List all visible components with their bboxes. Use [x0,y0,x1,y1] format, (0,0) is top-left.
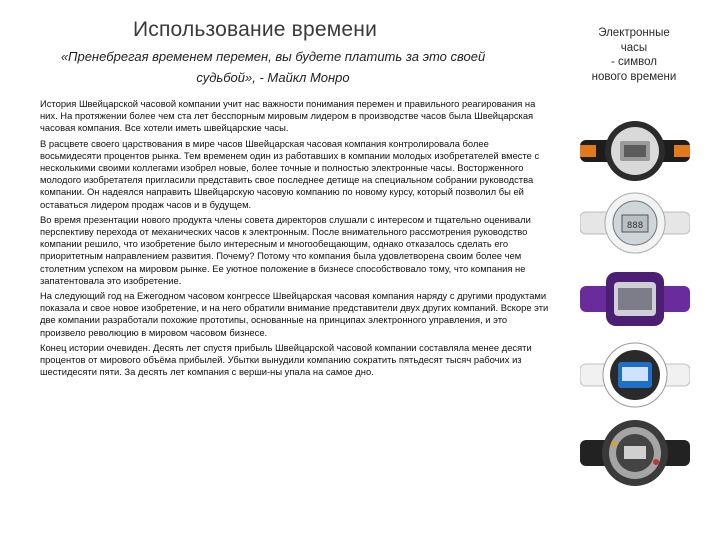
watch-image-3 [580,260,690,338]
side-caption [574,26,694,84]
watch-image-4 [580,336,690,414]
caption-line-2: часы [620,41,648,54]
watch-image-1 [580,112,690,190]
paragraph-4: На следующий год на Ежегодном часовом конгрессе Швейцарская часовая компания наряду с другими продуктами показала и свое новое изобретение, и на него обратили внимание представители двух других компаний. Вскоре эти две компании разработали похожие прототипы, основанные на принципах электронного управления, и это произвело революцию в мировом часовом бизнесе. [40,290,549,338]
epigraph [58,46,488,88]
quote-text: «Пренебрегая временем перемен, вы будете платить за это своей судьбой», [60,49,486,85]
paragraph-3: Во время презентации нового продукта члены совета директоров слушали с интересом и тщательно оценивали перспективу перехода от механических часов к электронным. После внимательного рассмотрения руководство компании решило, что изобретение было интересным и многообещающим, однако отказалось сделать его приоритетным направлением развития. Почему? Потому что компания была удовлетворена своим более чем столетним успехом на мировом рынке. Ее уютное положение в бизнесе способствовало тому, что компания не запатентовала это изобретение. [40,213,531,286]
caption-line-1: Электронные [598,27,670,39]
story-text [40,98,550,381]
caption-line-4: нового времени [591,70,677,83]
watch-images [580,112,690,492]
caption-line-3: - символ [611,56,657,68]
paragraph-1: История Швейцарской часовой компании учит нас важности понимания перемен и правильного реагирования на них. На протяжении более чем ста лет бесспорным мировым лидером в производстве часов была Швейцарская часовая компания. Все хотели иметь швейцарские часы. [40,98,536,134]
watch-image-5 [580,414,690,492]
watch-image-2 [580,184,690,262]
quote-author: - Майкл Монро [259,70,350,85]
paragraph-5: Конец истории очевиден. Десять лет спустя прибыль Швейцарской часовой компании составляла менее десяти процентов от мирового объёма прибылей. Убытки вынудили компанию сократить пятьдесят тысяч рабочих из шестидесяти пяти. За десять лет компания с верши-ны упала на самое дно. [40,341,532,378]
paragraph-2: В расцвете своего царствования в мире часов Швейцарская часовая компания контролировала более восьмидесяти процентов рынка. Тем временем один из работавших в компании молодых изобретателей вместе с несколькими своими коллегами изобрел новые, более точные и полностью электронные часы. Восторженного молодого изобретателя пригласили представить свое последнее детище на специальном собрании руководства компании. Он надеялся направить Швейцарскую часовую компанию по новому курсу, который позволил бы ей оставаться лидером продаж часов и в будущем. [40,137,540,210]
svg-text:888: 888 [626,221,644,231]
page-title: Использование времени [132,18,378,41]
